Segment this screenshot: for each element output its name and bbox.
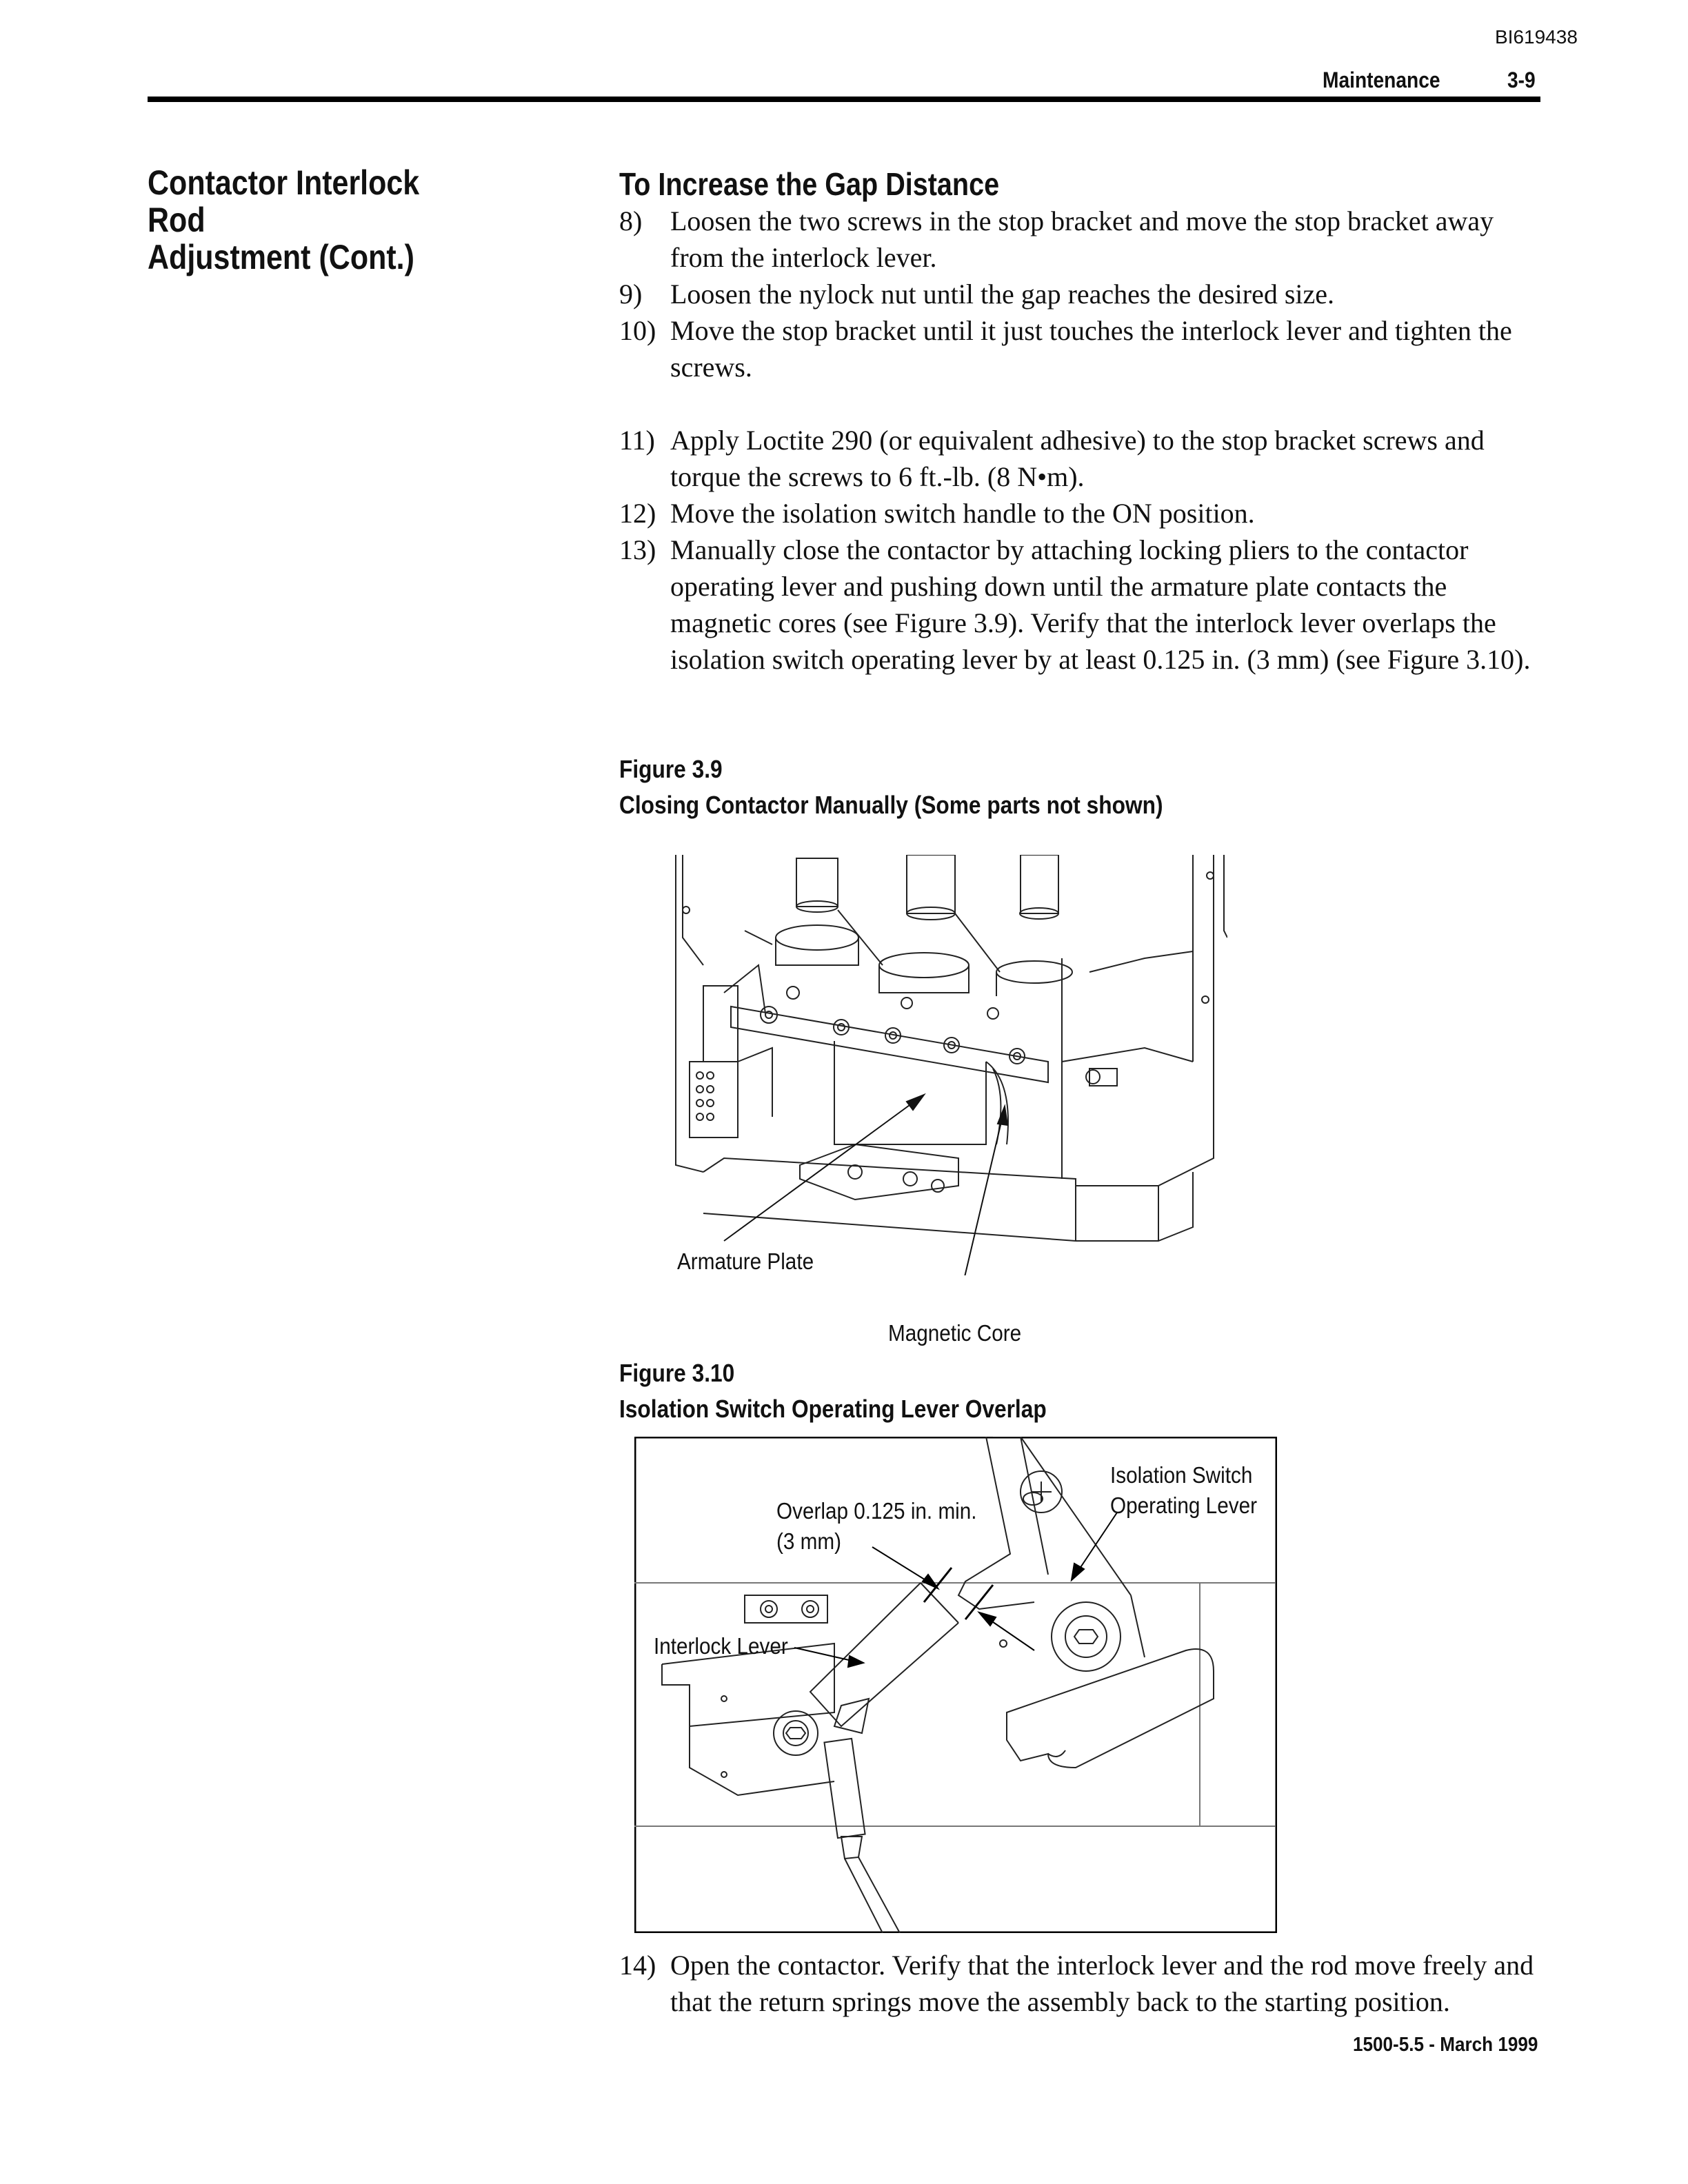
- step-text: Move the isolation switch handle to the ON position.: [670, 498, 1255, 529]
- footer-publication: 1500-5.5 - March 1999: [1353, 2034, 1538, 2056]
- figure-3-10-label: [619, 1355, 1047, 1427]
- step-list-c: [619, 1947, 1543, 2020]
- header-rule: [148, 97, 1540, 102]
- step-number: 8): [619, 205, 643, 236]
- callout-interlock-lever: Interlock Lever: [654, 1633, 788, 1659]
- callout-switch-line-1: Isolation Switch: [1110, 1462, 1253, 1488]
- step-item: [619, 532, 1543, 678]
- step-list-a: [619, 203, 1543, 385]
- figure-3-9-illustration: [662, 855, 1227, 1275]
- callout-armature-plate: Armature Plate: [677, 1248, 814, 1274]
- figure-3-9-label: [619, 751, 1163, 823]
- step-text: Loosen the two screws in the stop bracket and move the stop bracket away from the interlock lever.: [670, 205, 1494, 273]
- side-title: [148, 164, 480, 276]
- step-item: [619, 422, 1543, 495]
- step-number: 14): [619, 1950, 656, 1981]
- document-id: BI619438: [1495, 26, 1578, 48]
- subheading: To Increase the Gap Distance: [619, 166, 1000, 202]
- step-text: Move the stop bracket until it just touches the interlock lever and tighten the screws.: [670, 315, 1512, 383]
- step-number: 9): [619, 279, 643, 310]
- step-text: Open the contactor. Verify that the interlock lever and the rod move freely and that the return springs move the assembly back to the starting position.: [670, 1950, 1534, 2017]
- header-section-name: Maintenance: [1323, 68, 1440, 92]
- figure-3-9-caption: Closing Contactor Manually (Some parts not shown): [619, 791, 1163, 819]
- side-title-line-2: Adjustment (Cont.): [148, 238, 414, 276]
- callout-magnetic-core: Magnetic Core: [888, 1320, 1022, 1346]
- callout-overlap: [776, 1496, 977, 1557]
- step-list-b: [619, 422, 1543, 678]
- callout-switch-line-2: Operating Lever: [1110, 1493, 1257, 1518]
- step-text: Manually close the contactor by attaching locking pliers to the contactor operating lever and pushing down until the armature plate contacts the magnetic cores (see Figure 3.9). Verify that the interlock lever overlaps the isolation switch operating lever by at least 0.125 in. (3 mm) (see Figure 3.10).: [670, 534, 1531, 675]
- step-number: 11): [619, 425, 655, 456]
- step-item: [619, 1947, 1543, 2020]
- step-number: 10): [619, 315, 656, 346]
- figure-3-9-number: Figure 3.9: [619, 755, 723, 783]
- callout-overlap-line-1: Overlap 0.125 in. min.: [776, 1498, 977, 1524]
- header-page-number: 3-9: [1507, 68, 1536, 92]
- step-item: [619, 312, 1543, 385]
- step-item: [619, 203, 1543, 276]
- step-text: Loosen the nylock nut until the gap reaches the desired size.: [670, 279, 1335, 310]
- callout-overlap-line-2: (3 mm): [776, 1528, 842, 1554]
- step-item: [619, 495, 1543, 532]
- callout-isolation-switch-lever: [1110, 1460, 1257, 1521]
- side-title-line-1: Contactor Interlock Rod: [148, 163, 420, 239]
- step-number: 13): [619, 534, 656, 565]
- figure-3-10-caption: Isolation Switch Operating Lever Overlap: [619, 1395, 1047, 1423]
- figure-3-10-number: Figure 3.10: [619, 1359, 735, 1387]
- step-text: Apply Loctite 290 (or equivalent adhesive) to the stop bracket screws and torque the screws to 6 ft.-lb. (8 N•m).: [670, 425, 1485, 492]
- step-item: [619, 276, 1543, 312]
- step-number: 12): [619, 498, 656, 529]
